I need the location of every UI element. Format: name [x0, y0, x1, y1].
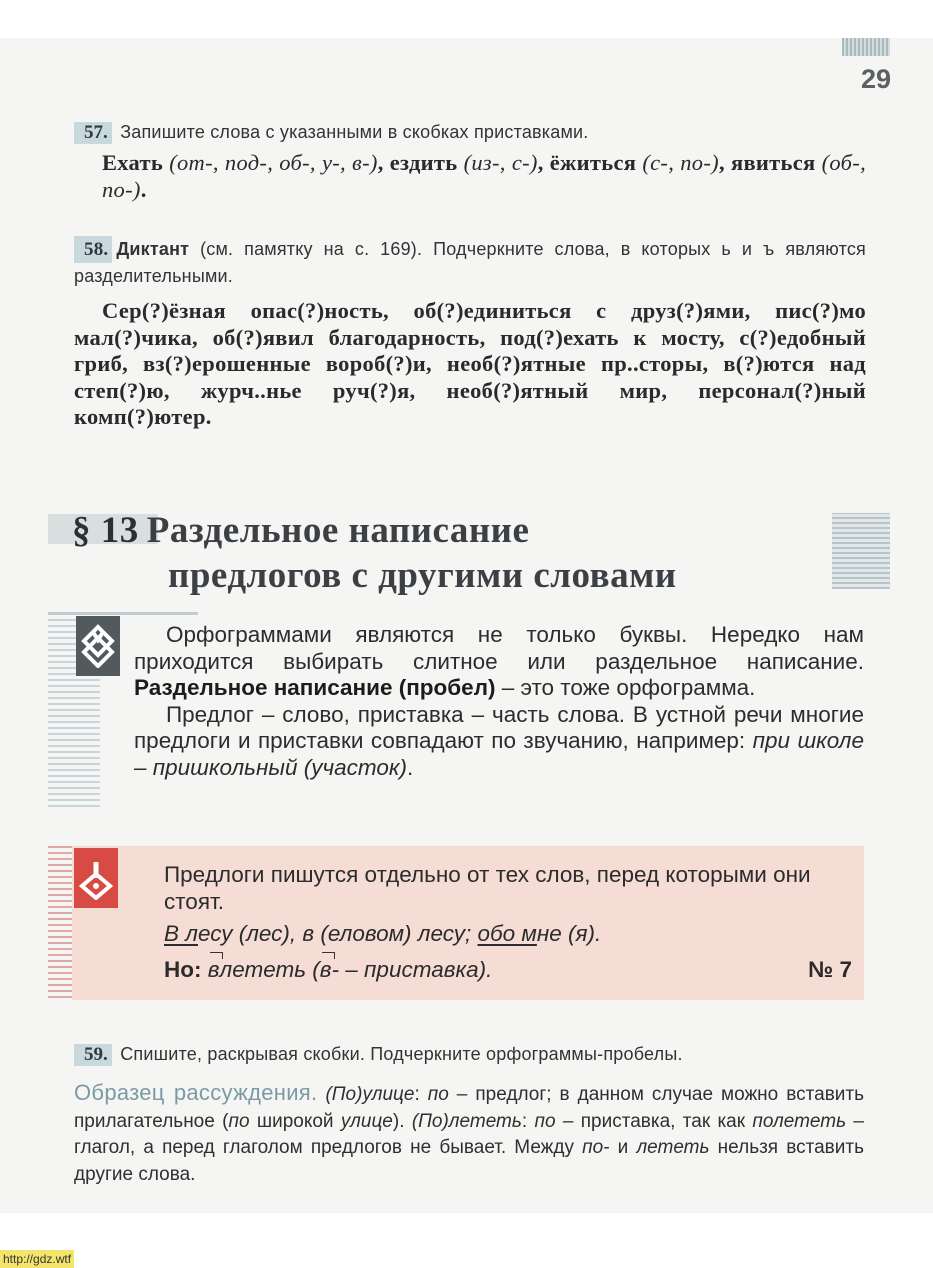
text-fragment: (По)лететь	[411, 1110, 522, 1132]
sample-reasoning	[74, 1080, 864, 1188]
text-fragment: лететь	[636, 1137, 710, 1159]
heading-decoration	[832, 513, 890, 589]
term-bold: Раздельное написание (пробел)	[134, 675, 496, 701]
theory-text	[134, 622, 864, 782]
dictation-text: Сер(?)ёзная опас(?)ность, об(?)единиться с друз(?)ями, пис(?)мо мал(?)чика, об(?)явил благодарность, под(?)ехать к мосту, с(?)едобный гриб, вз(?)ерошенные вороб(?)и, необ(?)ятные пр..сторы, в(?)ются над степ(?)ю, журч..нье руч(?)я, необ(?)ятный мир, персонал(?)ный комп(?)ютер.	[74, 298, 866, 429]
text-fragment: не (я).	[536, 921, 602, 946]
rule-exception	[164, 956, 852, 983]
text-fragment: – глагол, а перед глаголом предлогов не бывает. Между	[74, 1110, 864, 1159]
text-fragment: :	[521, 1110, 535, 1132]
text-fragment: , ездить	[377, 150, 464, 175]
text-fragment: улице	[340, 1110, 393, 1132]
text-fragment: .	[407, 754, 414, 780]
text-fragment: Предлог – слово, приставка – часть слова. В устной речи многие предлоги и приставки совпадают по звучанию, например:	[134, 701, 864, 754]
text-fragment: по	[427, 1084, 449, 1105]
corner-decoration	[842, 38, 890, 56]
underlined-fragment: В л	[164, 921, 198, 946]
text-fragment: и	[609, 1137, 637, 1159]
prefix-list: (от-, под-, об-, у-, в-)	[169, 150, 378, 175]
text-fragment: , явиться	[718, 150, 822, 175]
text-fragment: по	[228, 1110, 250, 1132]
exercise-number: 58.	[74, 236, 112, 263]
text-fragment: лететь (	[219, 957, 320, 982]
but-label: Но:	[164, 957, 202, 982]
theory-paragraph-2	[134, 702, 864, 782]
exercise-59	[74, 1044, 866, 1066]
rule-text	[164, 861, 852, 983]
text-fragment: нельзя вставить другие слова.	[74, 1137, 864, 1185]
exercise-57	[74, 122, 866, 203]
text-fragment: – это тоже орфограмма.	[495, 675, 756, 701]
rule-statement: Предлоги пишутся отдельно от тех слов, перед которыми они стоят.	[164, 862, 811, 914]
exercise-57-header	[74, 122, 866, 144]
no-gap-mark: в	[319, 957, 332, 982]
exercise-58	[74, 236, 866, 431]
text-fragment: Ехать	[102, 150, 170, 175]
exercise-58-header	[74, 236, 866, 290]
theory-marker-icon	[76, 616, 120, 676]
text-fragment: - – приставка).	[331, 957, 493, 982]
example-italic: при школе – пришкольный (участок)	[134, 728, 864, 780]
text-fragment: полететь	[752, 1110, 847, 1132]
text-fragment: – приставка, так как	[555, 1110, 753, 1132]
text-fragment: по	[534, 1110, 556, 1132]
text-fragment: (По)улице	[325, 1084, 415, 1105]
prefix-list: (с-, по-)	[642, 150, 719, 175]
rule-example	[164, 920, 852, 947]
watermark-link[interactable]: http://gdz.wtf	[0, 1250, 74, 1268]
exercise-57-body	[74, 150, 866, 203]
rule-margin-lines	[48, 846, 72, 998]
section-title-line1: Раздельное написание	[146, 510, 530, 551]
theory-paragraph-1	[134, 622, 864, 702]
text-fragment: – предлог; в данном случае можно вставить прилагательное (	[74, 1084, 864, 1132]
text-fragment: :	[414, 1084, 428, 1105]
text-fragment: , ёжиться	[537, 150, 643, 175]
rule-marker-icon	[74, 848, 118, 908]
no-gap-mark: в	[207, 957, 220, 982]
text-fragment: Орфограммами являются не только буквы. Нередко нам приходится выбирать слитное или раздельное написание.	[134, 622, 864, 674]
exercise-task: (см. памятку на с. 169). Подчеркните слова, в которых ь и ъ являются разделительными.	[74, 239, 866, 286]
exercise-number: 59.	[74, 1044, 112, 1066]
text-fragment: широкой	[249, 1110, 341, 1132]
exercise-task: Спишите, раскрывая скобки. Подчеркните орфограммы-пробелы.	[120, 1044, 683, 1064]
underlined-fragment: обо м	[477, 921, 537, 946]
exercise-number: 57.	[74, 122, 112, 144]
section-number: § 13	[72, 510, 139, 551]
section-title-line2: предлогов с другими словами	[168, 555, 677, 596]
prefix-list: (об-, по-)	[102, 150, 866, 202]
text-fragment: .	[140, 176, 147, 202]
exercise-task: Запишите слова с указанными в скобках приставками.	[120, 122, 589, 142]
text-fragment: ).	[392, 1110, 412, 1132]
page-number: 29	[860, 64, 891, 94]
dictation-label: Диктант	[116, 239, 190, 259]
prefix-list: (из-, с-)	[463, 150, 538, 175]
text-fragment: по-	[582, 1137, 610, 1159]
sample-label: Образец рассуждения.	[74, 1080, 318, 1105]
text-fragment: есу (лес), в (еловом) лесу;	[197, 921, 478, 946]
rule-number: № 7	[808, 957, 852, 982]
section-heading	[72, 508, 832, 598]
